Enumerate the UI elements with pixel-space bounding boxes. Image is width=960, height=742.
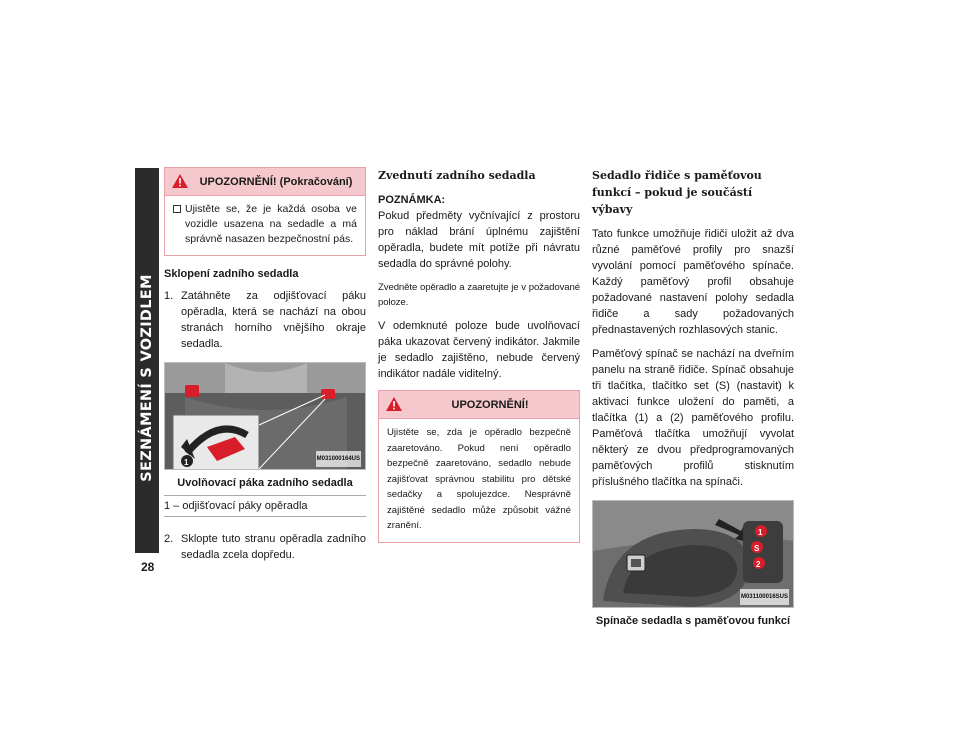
memory-switch-figure — [592, 500, 794, 608]
instruction-paragraph: Zvedněte opěradlo a zaaretujte je v požadované poloze. — [378, 282, 580, 308]
note-text: Pokud předměty vyčnívající z prostoru pro náklad brání úplnému zajištění opěradla, budete mít potíže při návratu sedadla do správné polohy. — [378, 210, 580, 270]
step-number: 1. — [164, 290, 174, 302]
body-paragraph: V odemknuté poloze bude uvolňovací páka ukazovat červený indikátor. Jakmile je sedadlo zajištěno, nebude červený indikátor nadále viditelný. — [378, 320, 580, 380]
memory-button-set-label: S — [754, 544, 760, 553]
checkbox-bullet-icon — [173, 205, 181, 213]
column-3 — [592, 167, 794, 633]
figure-caption: Uvolňovací páka zadního sedadla — [177, 477, 353, 489]
body-paragraph: Tato funkce umožňuje řidiči uložit až dva různé paměťové profily pro snazší vyvolání pomocí paměťového spínače. Každý paměťový profil obsahuje požadované nastavení polohy sedadla řidiče a sady požadovaných přednastavených rozhlasových stanic. — [592, 228, 794, 336]
warning-title: UPOZORNĚNÍ! — [451, 399, 529, 411]
step-text: Sklopte tuto stranu opěradla zadního sedadla zcela dopředu. — [181, 533, 366, 561]
step-item — [164, 531, 366, 563]
warning-bullet-text: Ujistěte se, že je každá osoba ve vozidle usazena na sedadle a má správně nasazen bezpečnostní pás. — [185, 203, 357, 245]
column-2 — [378, 167, 580, 553]
section-heading: Sklopení zadního sedadla — [164, 268, 299, 280]
page-number: 28 — [141, 560, 155, 574]
memory-button-1-label: 1 — [758, 528, 763, 537]
note-label: POZNÁMKA: — [378, 194, 446, 206]
warning-triangle-icon — [171, 173, 189, 189]
section-heading: Sedadlo řidiče s paměťovou funkcí – pokud je součástí výbavy — [592, 169, 762, 216]
warning-box — [378, 390, 580, 543]
section-heading: Zvednutí zadního sedadla — [378, 169, 536, 182]
warning-continued-box — [164, 167, 366, 256]
memory-button-2-label: 2 — [756, 560, 761, 569]
step-text: Zatáhněte za odjišťovací páku opěradla, která se nachází na obou stranách horního vnějšího okraje sedadla. — [181, 290, 366, 350]
column-1 — [164, 167, 366, 573]
warning-body: Ujistěte se, zda je opěradlo bezpečně zaaretováno. Pokud není opěradlo bezpečně zaaretováno, sedadlo nebude zajišťovat správnou stabilitu pro dětské sedačky a spolujezdce. Nesprávně zajištěné sedadlo může způsobit vážné zranění. — [387, 427, 571, 531]
warning-title: UPOZORNĚNÍ! (Pokračování) — [199, 176, 353, 188]
callout-label-1: 1 — [184, 458, 189, 467]
figure-code: M031000164US — [316, 451, 361, 467]
figure-caption: Spínače sedadla s paměťovou funkcí — [595, 615, 791, 627]
rear-seat-release-figure — [164, 362, 366, 470]
warning-header — [379, 391, 579, 419]
warning-header — [165, 168, 365, 196]
warning-bullet — [173, 202, 357, 247]
body-paragraph: Paměťový spínač se nachází na dveřním panelu na straně řidiče. Spínač obsahuje tři tlačítka, tlačítko set (S) (nastavit) k aktivaci funkce uložení do paměti, a tlačítka (1) a (2) paměťového profilu. Paměťová tlačítka umožňují vyvolat některý ze dvou předprogramovaných paměťových profilů stisknutím příslušného tlačítka na spínači. — [592, 348, 794, 488]
section-title: SEZNÁMENÍ S VOZIDLEM — [139, 274, 155, 482]
step-number: 2. — [164, 533, 174, 545]
warning-triangle-icon — [385, 396, 403, 412]
figure-code: M031100016SUS — [740, 589, 789, 605]
figure-legend: 1 – odjišťovací páky opěradla — [164, 495, 366, 517]
note-paragraph — [378, 192, 580, 272]
step-item — [164, 288, 366, 352]
warning-body — [165, 196, 365, 255]
